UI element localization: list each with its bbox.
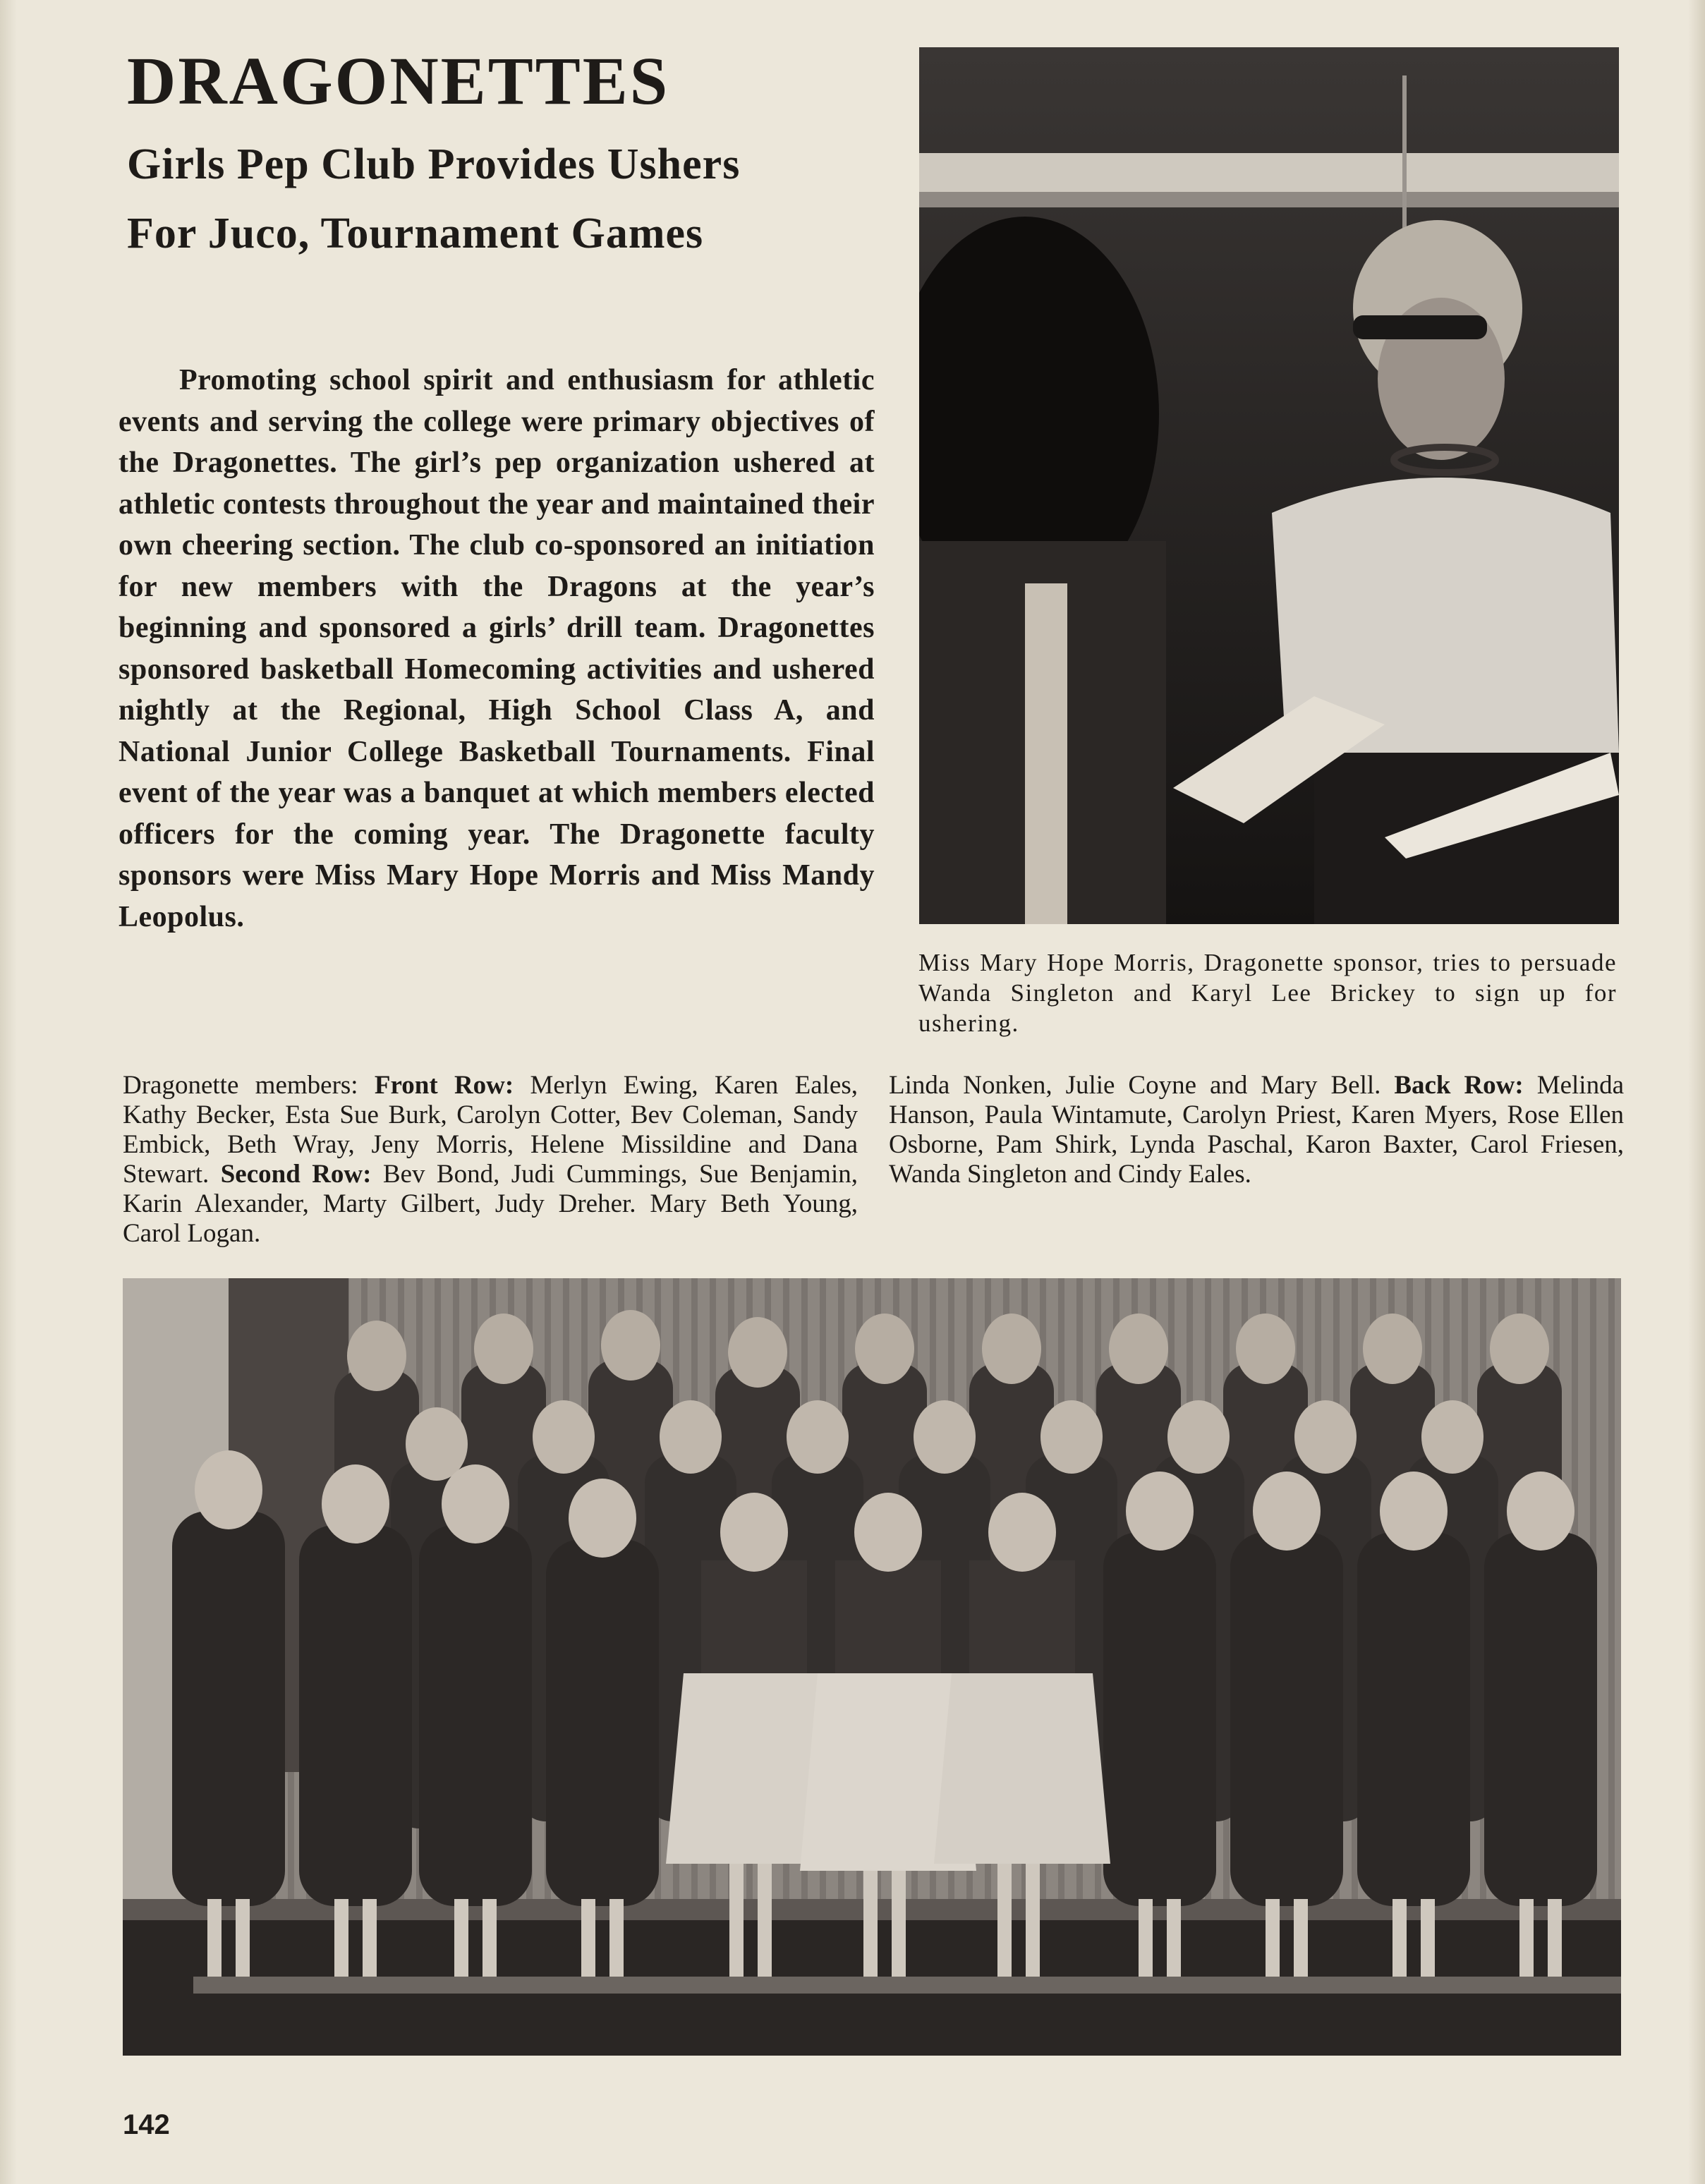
second-row-names-part-2: Linda Nonken, Julie Coyne and Mary Bell.: [889, 1071, 1395, 1100]
group-photo-image: [123, 1278, 1621, 2056]
page-number: 142: [123, 2109, 170, 2140]
group-photo: [123, 1278, 1621, 2056]
second-row-label: Second Row:: [220, 1160, 372, 1189]
subtitle-line-1: Girls Pep Club Provides Ushers: [127, 140, 741, 188]
article-heading: [127, 42, 889, 268]
back-row-label: Back Row:: [1394, 1071, 1524, 1100]
page-edge-left: [0, 0, 17, 2184]
front-row-label: Front Row:: [374, 1071, 514, 1100]
members-intro: Dragonette members:: [123, 1071, 375, 1100]
back-row-names: Melinda Hanson, Paula Wintamute, Carolyn Priest, Karen Myers, Rose Ellen Osborne, Pam Shirk, Lynda Paschal, Karon Baxter, Carol Friesen, Wanda Singleton and Cindy Eales.: [889, 1071, 1624, 1189]
page-subtitle: [127, 130, 889, 268]
front-row-names: Merlyn Ewing, Karen Eales, Kathy Becker, Esta Sue Burk, Carolyn Cotter, Bev Coleman, Sandy Embick, Beth Wray, Jeny Morris, Helene Missildine and Dana Stewart.: [123, 1071, 858, 1189]
page-title: DRAGONETTES: [127, 43, 670, 119]
sponsor-photo-caption: Miss Mary Hope Morris, Dragonette sponsor, tries to persuade Wanda Singleton and Karyl Lee Brickey to sign up for ushering.: [918, 949, 1617, 1037]
sponsor-photo: [919, 47, 1619, 924]
subtitle-line-2: For Juco, Tournament Games: [127, 210, 704, 257]
sponsor-photo-image: [919, 47, 1619, 924]
members-caption-column-1: [123, 1071, 858, 1249]
article-body: Promoting school spirit and enthusiasm for athletic events and serving the college were primary objectives of the Dragonettes. The girl’s pep organization ushered at athletic contests throughout the year and maintained their own cheering section. The club co-sponsored an initiation for new members with the Dragons at the year’s beginning and sponsored a girls’ drill team. Dragonettes sponsored basketball Homecoming activities and ushered nightly at the Regional, High School Class A, and National Junior College Basketball Tournaments. Final event of the year was a banquet at which members elected officers for the coming year. The Dragonette faculty sponsors were Miss Mary Hope Morris and Miss Mandy Leopolus.: [119, 364, 875, 933]
second-row-names-part-1: Bev Bond, Judi Cummings, Sue Benjamin, Karin Alexander, Marty Gilbert, Judy Dreher. Mary Beth Young, Carol Logan.: [123, 1160, 858, 1248]
page-edge-right: [1688, 0, 1705, 2184]
members-caption-column-2: [889, 1071, 1624, 1189]
